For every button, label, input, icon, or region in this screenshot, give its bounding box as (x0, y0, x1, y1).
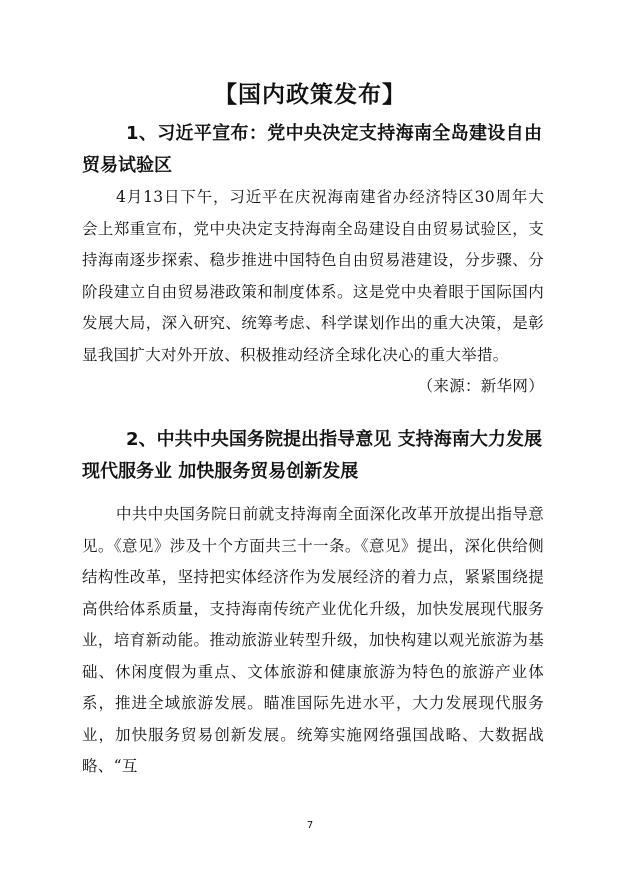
article-1-body-text: 4月13日下午，习近平在庆祝海南建省办经济特区30周年大会上郑重宣布，党中央决定支持海南全岛建设自由贸易试验区，支持海南逐步探索、稳步推进中国特色自由贸易港建设，分步骤、分阶段建立自由贸易港政策和制度体系。这是党中央着眼于国际国内发展大局，深入研究、统筹考虑、科学谋划作出的重大决策，是彰显我国扩大对外开放、积极推动经济全球化决心的重大举措。 (82, 188, 544, 364)
article-2-heading: 2、中共中央国务院提出指导意见 支持海南大力发展现代服务业 加快服务贸易创新发展 (82, 429, 542, 482)
page-number: 7 (306, 820, 314, 831)
article-1-source: （来源：新华网） (417, 377, 544, 395)
article-1-heading: 1、习近平宣布：党中央决定支持海南全岛建设自由贸易试验区 (82, 123, 542, 176)
article-2-body: 中共中央国务院日前就支持海南全面深化改革开放提出指导意见。《意见》涉及十个方面共三十一条。《意见》提出，深化供给侧结构性改革，坚持把实体经济作为发展经济的着力点，紧紧围绕提高供给体系质量，支持海南传统产业优化升级，加快发展现代服务业，培育新动能。推动旅游业转型升级，加快构建以观光旅游为基础、休闲度假为重点、文体旅游和健康旅游为特色的旅游产业体系，推进全域旅游发展。瞄准国际先进水平，大力发展现代服务业，加快服务贸易创新发展。统筹实施网络强国战略、大数据战略、“互 (82, 505, 544, 775)
article-1-body (82, 182, 544, 403)
section-title: 【国内政策发布】 (214, 82, 406, 108)
